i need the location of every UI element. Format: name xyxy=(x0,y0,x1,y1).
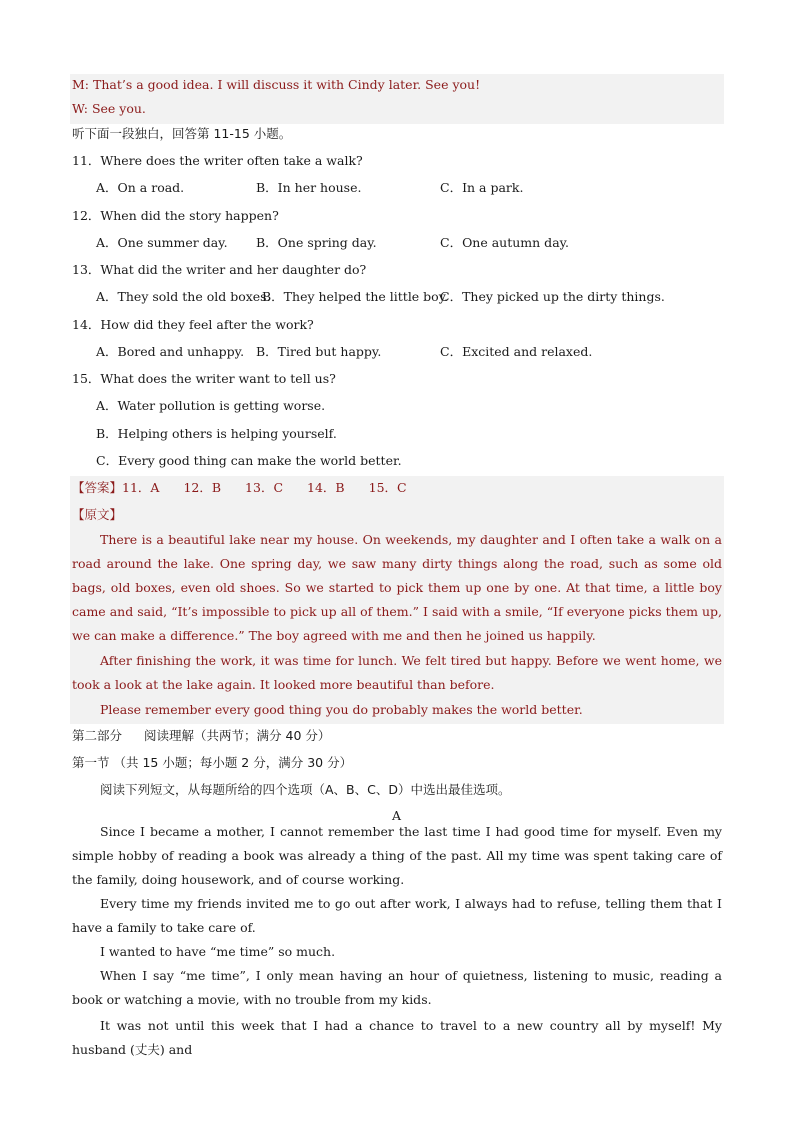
answer-14: 14．B xyxy=(307,480,345,495)
q13-option-c: C．They picked up the dirty things. xyxy=(440,289,665,304)
passage-letter: A xyxy=(392,808,402,823)
q14-option-c: C．Excited and relaxed. xyxy=(440,344,593,359)
q15-option-c: C．Every good thing can make the world better. xyxy=(96,453,402,468)
q12-option-b: B．One spring day. xyxy=(256,235,377,250)
passage-paragraph-4: When I say “me time”, I only mean having an hour of quietness, listening to music, reading a book or watching a movie, with no trouble from my kids. xyxy=(72,968,722,1007)
q14-option-a: A．Bored and unhappy. xyxy=(96,344,245,359)
q15-option-a: A．Water pollution is getting worse. xyxy=(96,398,326,413)
question-15: 15．What does the writer want to tell us? xyxy=(72,371,336,386)
part-two-label: 第二部分 xyxy=(72,728,123,743)
q13-option-b: B．They helped the little boy. xyxy=(262,289,449,304)
answer-12: 12．B xyxy=(183,480,222,495)
answer-11: 11．A xyxy=(122,480,160,495)
dialogue-line-m: M: That’s a good idea. I will discuss it with Cindy later. See you! xyxy=(72,77,481,92)
reading-instruction: 阅读下列短文，从每题所给的四个选项（A、B、C、D）中选出最佳选项。 xyxy=(100,782,511,797)
transcript-paragraph-2: After finishing the work, it was time for lunch. We felt tired but happy. Before we went home, we took a look at the lake again. It looked more beautiful than before. xyxy=(72,653,722,692)
q15-option-b: B．Helping others is helping yourself. xyxy=(96,426,337,441)
section-instruction: 听下面一段独白，回答第 11-15 小题。 xyxy=(72,126,292,141)
question-14: 14．How did they feel after the work? xyxy=(72,317,314,332)
question-12: 12．When did the story happen? xyxy=(72,208,279,223)
question-11: 11．Where does the writer often take a walk? xyxy=(72,153,363,168)
part-two-heading xyxy=(72,728,330,744)
answer-15: 15．C xyxy=(368,480,407,495)
q11-option-a: A．On a road. xyxy=(96,180,185,195)
q11-option-b: B．In her house. xyxy=(256,180,362,195)
part-two-title: 阅读理解（共两节；满分 40 分） xyxy=(144,728,331,743)
question-13: 13．What did the writer and her daughter do? xyxy=(72,262,367,277)
passage-paragraph-2: Every time my friends invited me to go out after work, I always had to refuse, telling them that I have a family to take care of. xyxy=(72,896,722,935)
passage-paragraph-1: Since I became a mother, I cannot remember the last time I had good time for myself. Even my simple hobby of reading a book was already a thing of the past. All my time was spent taking care of the family, doing housework, and of course working. xyxy=(72,824,722,887)
transcript-label: 【原文】 xyxy=(72,507,123,522)
answer-row xyxy=(72,480,407,496)
transcript-paragraph-1: There is a beautiful lake near my house. On weekends, my daughter and I often take a walk on a road around the lake. One spring day, we saw many dirty things along the road, such as some old bags, old boxes, even old shoes. So we started to pick them up one by one. At that time, a little boy came and said, “It’s impossible to pick up all of them.” I said with a smile, “If everyone picks them up, we can make a difference.” The boy agreed with me and then he joined us happily. xyxy=(72,532,722,643)
q14-option-b: B．Tired but happy. xyxy=(256,344,382,359)
q13-option-a: A．They sold the old boxes. xyxy=(96,289,271,304)
answer-label: 【答案】 xyxy=(72,480,123,495)
dialogue-line-w: W: See you. xyxy=(72,101,146,116)
answer-13: 13．C xyxy=(245,480,284,495)
q12-option-c: C．One autumn day. xyxy=(440,235,570,250)
passage-paragraph-3: I wanted to have “me time” so much. xyxy=(100,944,336,959)
transcript-paragraph-3: Please remember every good thing you do probably makes the world better. xyxy=(100,702,583,717)
section-one-heading: 第一节 （共 15 小题；每小题 2 分，满分 30 分） xyxy=(72,755,353,770)
passage-paragraph-5: It was not until this week that I had a chance to travel to a new country all by myself! My husband (丈夫) and xyxy=(72,1018,722,1057)
q12-option-a: A．One summer day. xyxy=(96,235,228,250)
q11-option-c: C．In a park. xyxy=(440,180,524,195)
